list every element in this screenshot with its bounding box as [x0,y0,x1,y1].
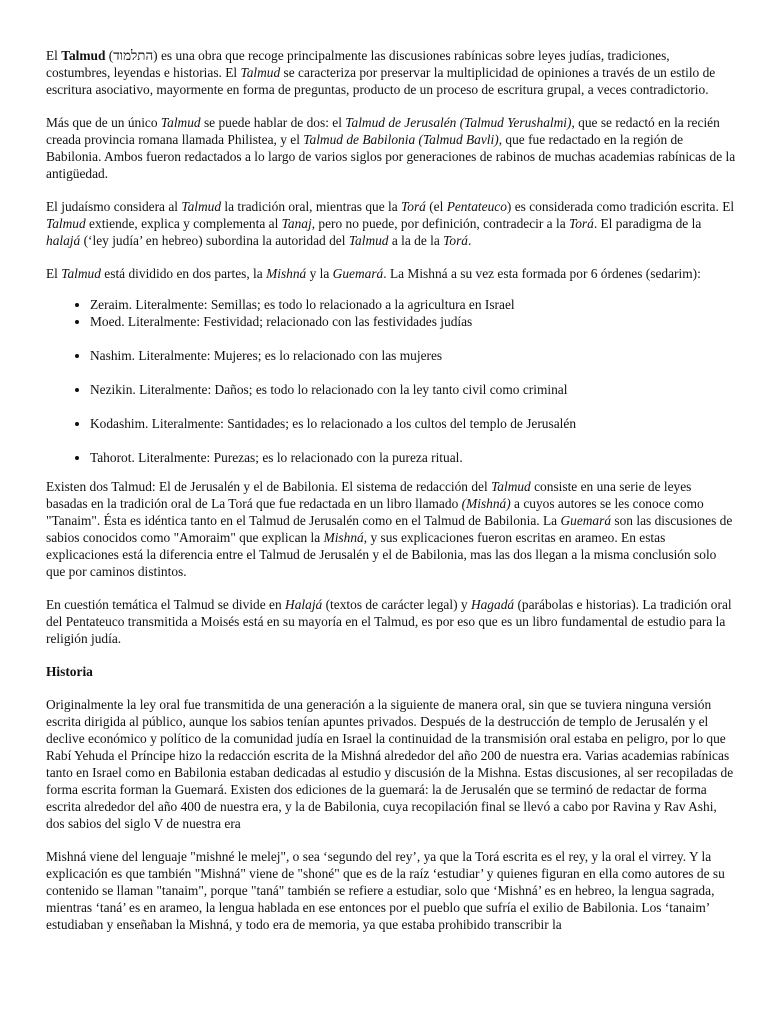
italic-term: Talmud [181,199,222,214]
italic-term: Talmud [240,65,281,80]
italic-term: halajá [46,233,81,248]
mishna-etymology-paragraph: Mishná viene del lenguaje "mishné le melej", o sea ‘segundo del rey’, ya que la Torá escrita es el rey, y la oral el virrey. Y la explicación es que también "Mishná" viene de "shoné" que es de la raíz ‘estudiar’ y quienes figuran en ella como autores de su contenido se llaman "tanaim", porque "taná" también se refiere a estudiar, solo que ‘Mishná’ es en hebreo, la lengua sagrada, mientras ‘taná’ es en arameo, la lengua hablada en ese entonces por el pueblo que sufría el exilio de Babilonia. Los ‘tanaim’ estudiaban y enseñaban la Mishná, y todo era de memoria, ya que estaba prohibido transcribir la [46,849,725,932]
text-run: , que se redactó en la recién creada provincia romana llamada Philistea, y el [46,115,720,147]
text-run: extiende, explica y complementa al [85,216,282,231]
text-run: El judaísmo considera al [46,199,182,214]
italic-term: Mishná [266,266,307,281]
text-run: ) es considerada como tradición escrita. El [506,199,735,214]
text-run: En cuestión temática el Talmud se divide en [46,597,286,612]
text-run: (התלמוד) es una obra que recoge principalmente las discusiones rabínicas sobre leyes judías, tradiciones, costumbres, leyendas e historias. El [46,48,670,80]
italic-term: (Mishná) [461,496,511,511]
division-paragraph [46,265,736,282]
text-run: se caracteriza por preservar la multiplicidad de opiniones a través de un estilo de escritura asociativo, mayormente en forma de preguntas, producto de un proceso de escritura grupal, a veces contradictorio. [46,65,716,97]
orders-list [46,296,736,466]
italic-term: Torá [568,216,594,231]
text-run: (parábolas e historias). La tradición oral del Pentateuco transmitida a Moisés está en su mayoría en el Talmud, es por eso que es un libro fundamental de estudio para la religión judía. [46,597,732,646]
text-run: , que fue redactado en la región de Babilonia. Ambos fueron redactados a lo largo de varios siglos por generaciones de rabinos de muchas academias rabínicas de la antigüedad. [46,132,736,181]
text-run: a cuyos autores se les conoce como "Tanaim". Ésta es idéntica tanto en el Talmud de Jerusalén como en el Talmud de Babilonia. La [46,496,704,528]
italic-term: Talmud de Jerusalén (Talmud Yerushalmi) [345,115,572,130]
text-run: a la de la [388,233,444,248]
italic-term: Talmud [491,479,531,494]
talmud-term: Talmud [61,48,106,63]
list-item: • Tahorot. Literalmente: Purezas; es lo relacionado con la pureza ritual. [90,449,736,466]
intro-paragraph [46,47,736,98]
list-item: • Zeraim. Literalmente: Semillas; es todo lo relacionado a la agricultura en Israel [90,296,736,313]
italic-term: Halajá [285,597,323,612]
text-run: Existen dos Talmud: El de Jerusalén y el de Babilonia. El sistema de redacción del [46,479,492,494]
italic-term: Torá [443,233,468,248]
italic-term: Talmud de Babilonia (Talmud Bavli) [303,132,499,147]
list-item: • Moed. Literalmente: Festividad; relacionado con las festividades judías [90,313,736,330]
text-run: consiste en una serie de leyes basadas en la tradición oral de La Torá que fue redactada en un libro llamado [46,479,692,511]
oral-tradition-paragraph [46,198,736,249]
italic-term: Talmud [348,233,389,248]
text-run: la tradición oral, mientras que la [221,199,402,214]
text-run: (textos de carácter legal) y [322,597,471,612]
text-run: son las discusiones de sabios conocidos como "Amoraim" que explican la [46,513,733,545]
italic-term: Mishná [323,530,364,545]
thematic-paragraph [46,596,736,647]
section-heading-historia: Historia [46,664,93,679]
italic-term: Talmud [61,266,101,281]
italic-term: Tanaj [281,216,312,231]
text-run: está dividido en dos partes, la [100,266,267,281]
text-run: . La Mishná a su vez esta formada por 6 órdenes (sedarim): [383,266,701,281]
italic-term: Guemará [560,513,612,528]
italic-term: Talmud [160,115,201,130]
text-run: El [46,48,62,63]
text-run: se puede hablar de dos: el [200,115,346,130]
list-item: • Nezikin. Literalmente: Daños; es todo lo relacionado con la ley tanto civil como criminal [90,381,736,398]
text-run: , pero no puede, por definición, contradecir a la [311,216,569,231]
text-run: (el [425,199,447,214]
list-item: • Nashim. Literalmente: Mujeres; es lo relacionado con las mujeres [90,347,736,364]
redaction-paragraph [46,478,736,580]
text-run: y la [306,266,333,281]
italic-term: Talmud [46,216,86,231]
document-page [46,47,736,949]
text-run: (‘ley judía’ en hebreo) subordina la autoridad del [80,233,349,248]
text-run: Más que de un único [46,115,161,130]
list-item: • Kodashim. Literalmente: Santidades; es lo relacionado a los cultos del templo de Jerusalén [90,415,736,432]
two-talmuds-paragraph [46,114,736,182]
italic-term: Torá [401,199,426,214]
text-run: . [468,233,472,248]
italic-term: Pentateuco [446,199,507,214]
italic-term: Hagadá [470,597,515,612]
history-paragraph: Originalmente la ley oral fue transmitida de una generación a la siguiente de manera oral, sin que se tuviera ninguna versión escrita dirigida al público, aunque los sabios tenían apuntes privados. Después de la destrucción de templo de Jerusalén y el declive económico y político de la comunidad judía en Israel la continuidad de la transmisión oral estaba en peligro, por lo que Rabí Yehuda el Príncipe hizo la redacción escrita de la Mishná alrededor del año 200 de nuestra era. Varias academias rabínicas tanto en Israel como en Babilonia estaban dedicadas al estudio y discusión de la Mishna. Estas discusiones, al ser recopiladas de forma escrita forman la Guemará. Existen dos ediciones de la guemará: la de Jerusalén que se terminó de redactar de forma escrita alrededor del año 400 de nuestra era, y la de Babilonia, cuya recopilación final se llevó a cabo por Ravina y Rav Ashi, dos sabios del siglo V de nuestra era [46,697,734,831]
text-run: , y sus explicaciones fueron escritas en arameo. En estas explicaciones está la diferencia entre el Talmud de Jerusalén y el de Babilonia, mas las dos llegan a la misma conclusión solo que por caminos distintos. [46,530,717,579]
text-run: . El paradigma de la [593,216,702,231]
italic-term: Guemará [332,266,384,281]
text-run: El [46,266,62,281]
